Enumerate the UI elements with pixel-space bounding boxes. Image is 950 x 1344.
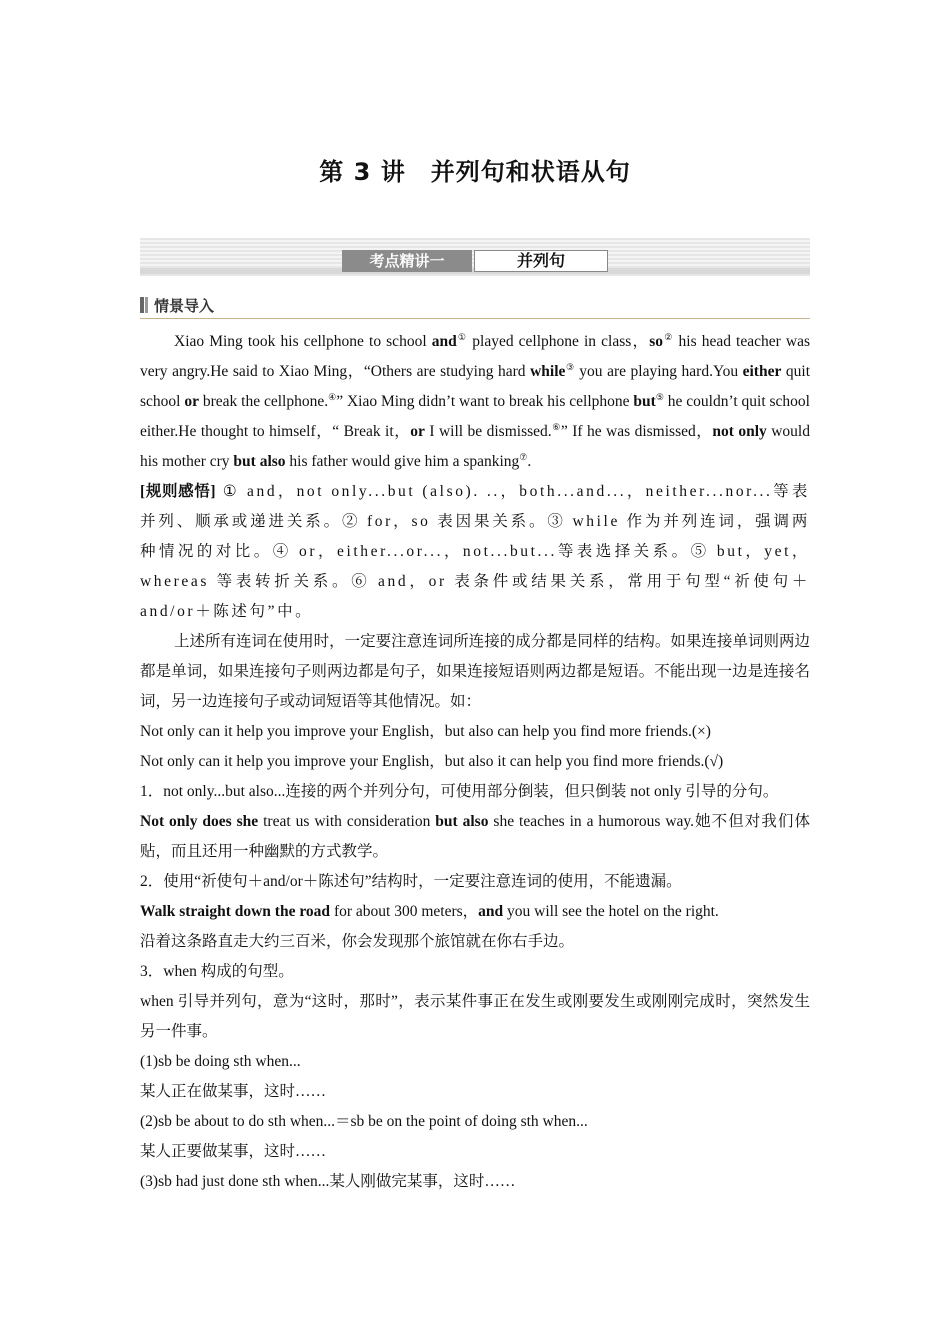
- story-text: he couldn’t quit school either.He thought to himself，“ Break it，: [140, 393, 810, 440]
- example-bold: Not only does she: [140, 813, 259, 830]
- story-text: .: [527, 453, 532, 470]
- story-text: his head teacher was very angry.He said to Xiao Ming，“Others are studying hard: [140, 333, 810, 380]
- example-bold: and: [478, 903, 504, 920]
- pattern-1: (1)sb be doing sth when...: [140, 1053, 301, 1070]
- banner-topic: 并列句: [474, 250, 608, 272]
- story-keyword: either: [742, 363, 782, 380]
- point-1-heading: 1．not only...but also...连接的两个并列分句，可使用部分倒装，但只倒装 not only 引导的分句。: [140, 783, 779, 800]
- footnote-marker: ①: [456, 332, 468, 342]
- story-keyword: so: [649, 333, 663, 350]
- story-keyword: and: [431, 333, 457, 350]
- story-keyword: but also: [233, 453, 286, 470]
- rules-paragraph: [140, 477, 810, 627]
- footnote-marker: ⑥: [551, 422, 561, 432]
- point-3-description: when 引导并列句，意为“这时，那时”，表示某件事正在发生或刚要发生或刚刚完成时，突然发生另一件事。: [140, 993, 810, 1040]
- story-keyword: or: [410, 423, 425, 440]
- document-body: [140, 327, 810, 1197]
- footnote-marker: ⑦: [519, 452, 528, 462]
- story-text: ” If he was dismissed，: [560, 423, 713, 440]
- story-paragraph: [140, 327, 810, 477]
- pattern-3: (3)sb had just done sth when...某人刚做完某事，这时……: [140, 1173, 516, 1190]
- example-right: Not only can it help you improve your English，but also it can help you find more friends.(√): [140, 753, 724, 770]
- story-text: would his mother cry: [140, 423, 810, 470]
- story-keyword: or: [184, 393, 199, 410]
- section-heading: [140, 292, 810, 319]
- section-banner: [140, 238, 810, 276]
- example-text: for about 300 meters，: [330, 903, 479, 920]
- story-text: quit school: [140, 363, 810, 410]
- point-1-example: [140, 807, 810, 867]
- story-text: his father would give him a spanking: [285, 453, 520, 470]
- example-bold: but also: [435, 813, 489, 830]
- story-text: break the cellphone.: [199, 393, 329, 410]
- footnote-marker: ③: [565, 362, 575, 372]
- point-2-example: [140, 897, 810, 927]
- pattern-1-translation: 某人正在做某事，这时……: [140, 1083, 327, 1100]
- story-text: ” Xiao Ming didn’t want to break his cellphone: [336, 393, 634, 410]
- page-title: 第 3 讲 并列句和状语从句: [319, 158, 631, 186]
- rules-label: [规则感悟]: [140, 483, 216, 500]
- story-text: played cellphone in class，: [467, 333, 650, 350]
- example-text: she teaches in a humorous way.她不但对我们体贴，而且还用一种幽默的方式教学。: [140, 813, 810, 860]
- banner-label: 考点精讲一: [342, 250, 472, 272]
- rules-text: ① and，not only...but (also). ..，both...and...，neither...nor...等表并列、顺承或递进关系。② for，so 表因果关系。③ while 作为并列连词，强调两种情况的对比。④ or，either...or...，not...but...等表选择关系。⑤ but，yet，whereas 等表转折关系。⑥ and，or 表条件或结果关系，常用于句型“祈使句＋and/or＋陈述句”中。: [140, 483, 810, 620]
- footnote-marker: ④: [328, 392, 337, 402]
- section-heading-text: 情景导入: [154, 297, 215, 315]
- story-keyword: while: [530, 363, 566, 380]
- pattern-2: (2)sb be about to do sth when...＝sb be on the point of doing sth when...: [140, 1113, 588, 1130]
- example-text: treat us with consideration: [258, 813, 436, 830]
- note-paragraph: 上述所有连词在使用时，一定要注意连词所连接的成分都是同样的结构。如果连接单词则两边都是单词，如果连接句子则两边都是句子，如果连接短语则两边都是短语。不能出现一边是连接名词，另一边连接句子或动词短语等其他情况。如：: [140, 633, 810, 710]
- heading-marker-icon: [140, 297, 144, 313]
- example-bold: Walk straight down the road: [140, 903, 331, 920]
- point-2-translation: 沿着这条路直走大约三百米，你会发现那个旅馆就在你右手边。: [140, 933, 575, 950]
- story-text: I will be dismissed.: [424, 423, 552, 440]
- pattern-2-translation: 某人正要做某事，这时……: [140, 1143, 327, 1160]
- point-2-heading: 2．使用“祈使句＋and/or＋陈述句”结构时，一定要注意连词的使用，不能遗漏。: [140, 873, 682, 890]
- story-text: you are playing hard.You: [574, 363, 743, 380]
- heading-marker-icon-light: [145, 297, 148, 313]
- point-3-heading: 3．when 构成的句型。: [140, 963, 294, 980]
- story-keyword: but: [633, 393, 656, 410]
- footnote-marker: ⑤: [655, 392, 664, 402]
- footnote-marker: ②: [662, 332, 674, 342]
- story-keyword: not only: [712, 423, 767, 440]
- example-wrong: Not only can it help you improve your English，but also can help you find more friends.(×): [140, 723, 711, 740]
- example-text: you will see the hotel on the right.: [503, 903, 719, 920]
- story-text: Xiao Ming took his cellphone to school: [174, 333, 432, 350]
